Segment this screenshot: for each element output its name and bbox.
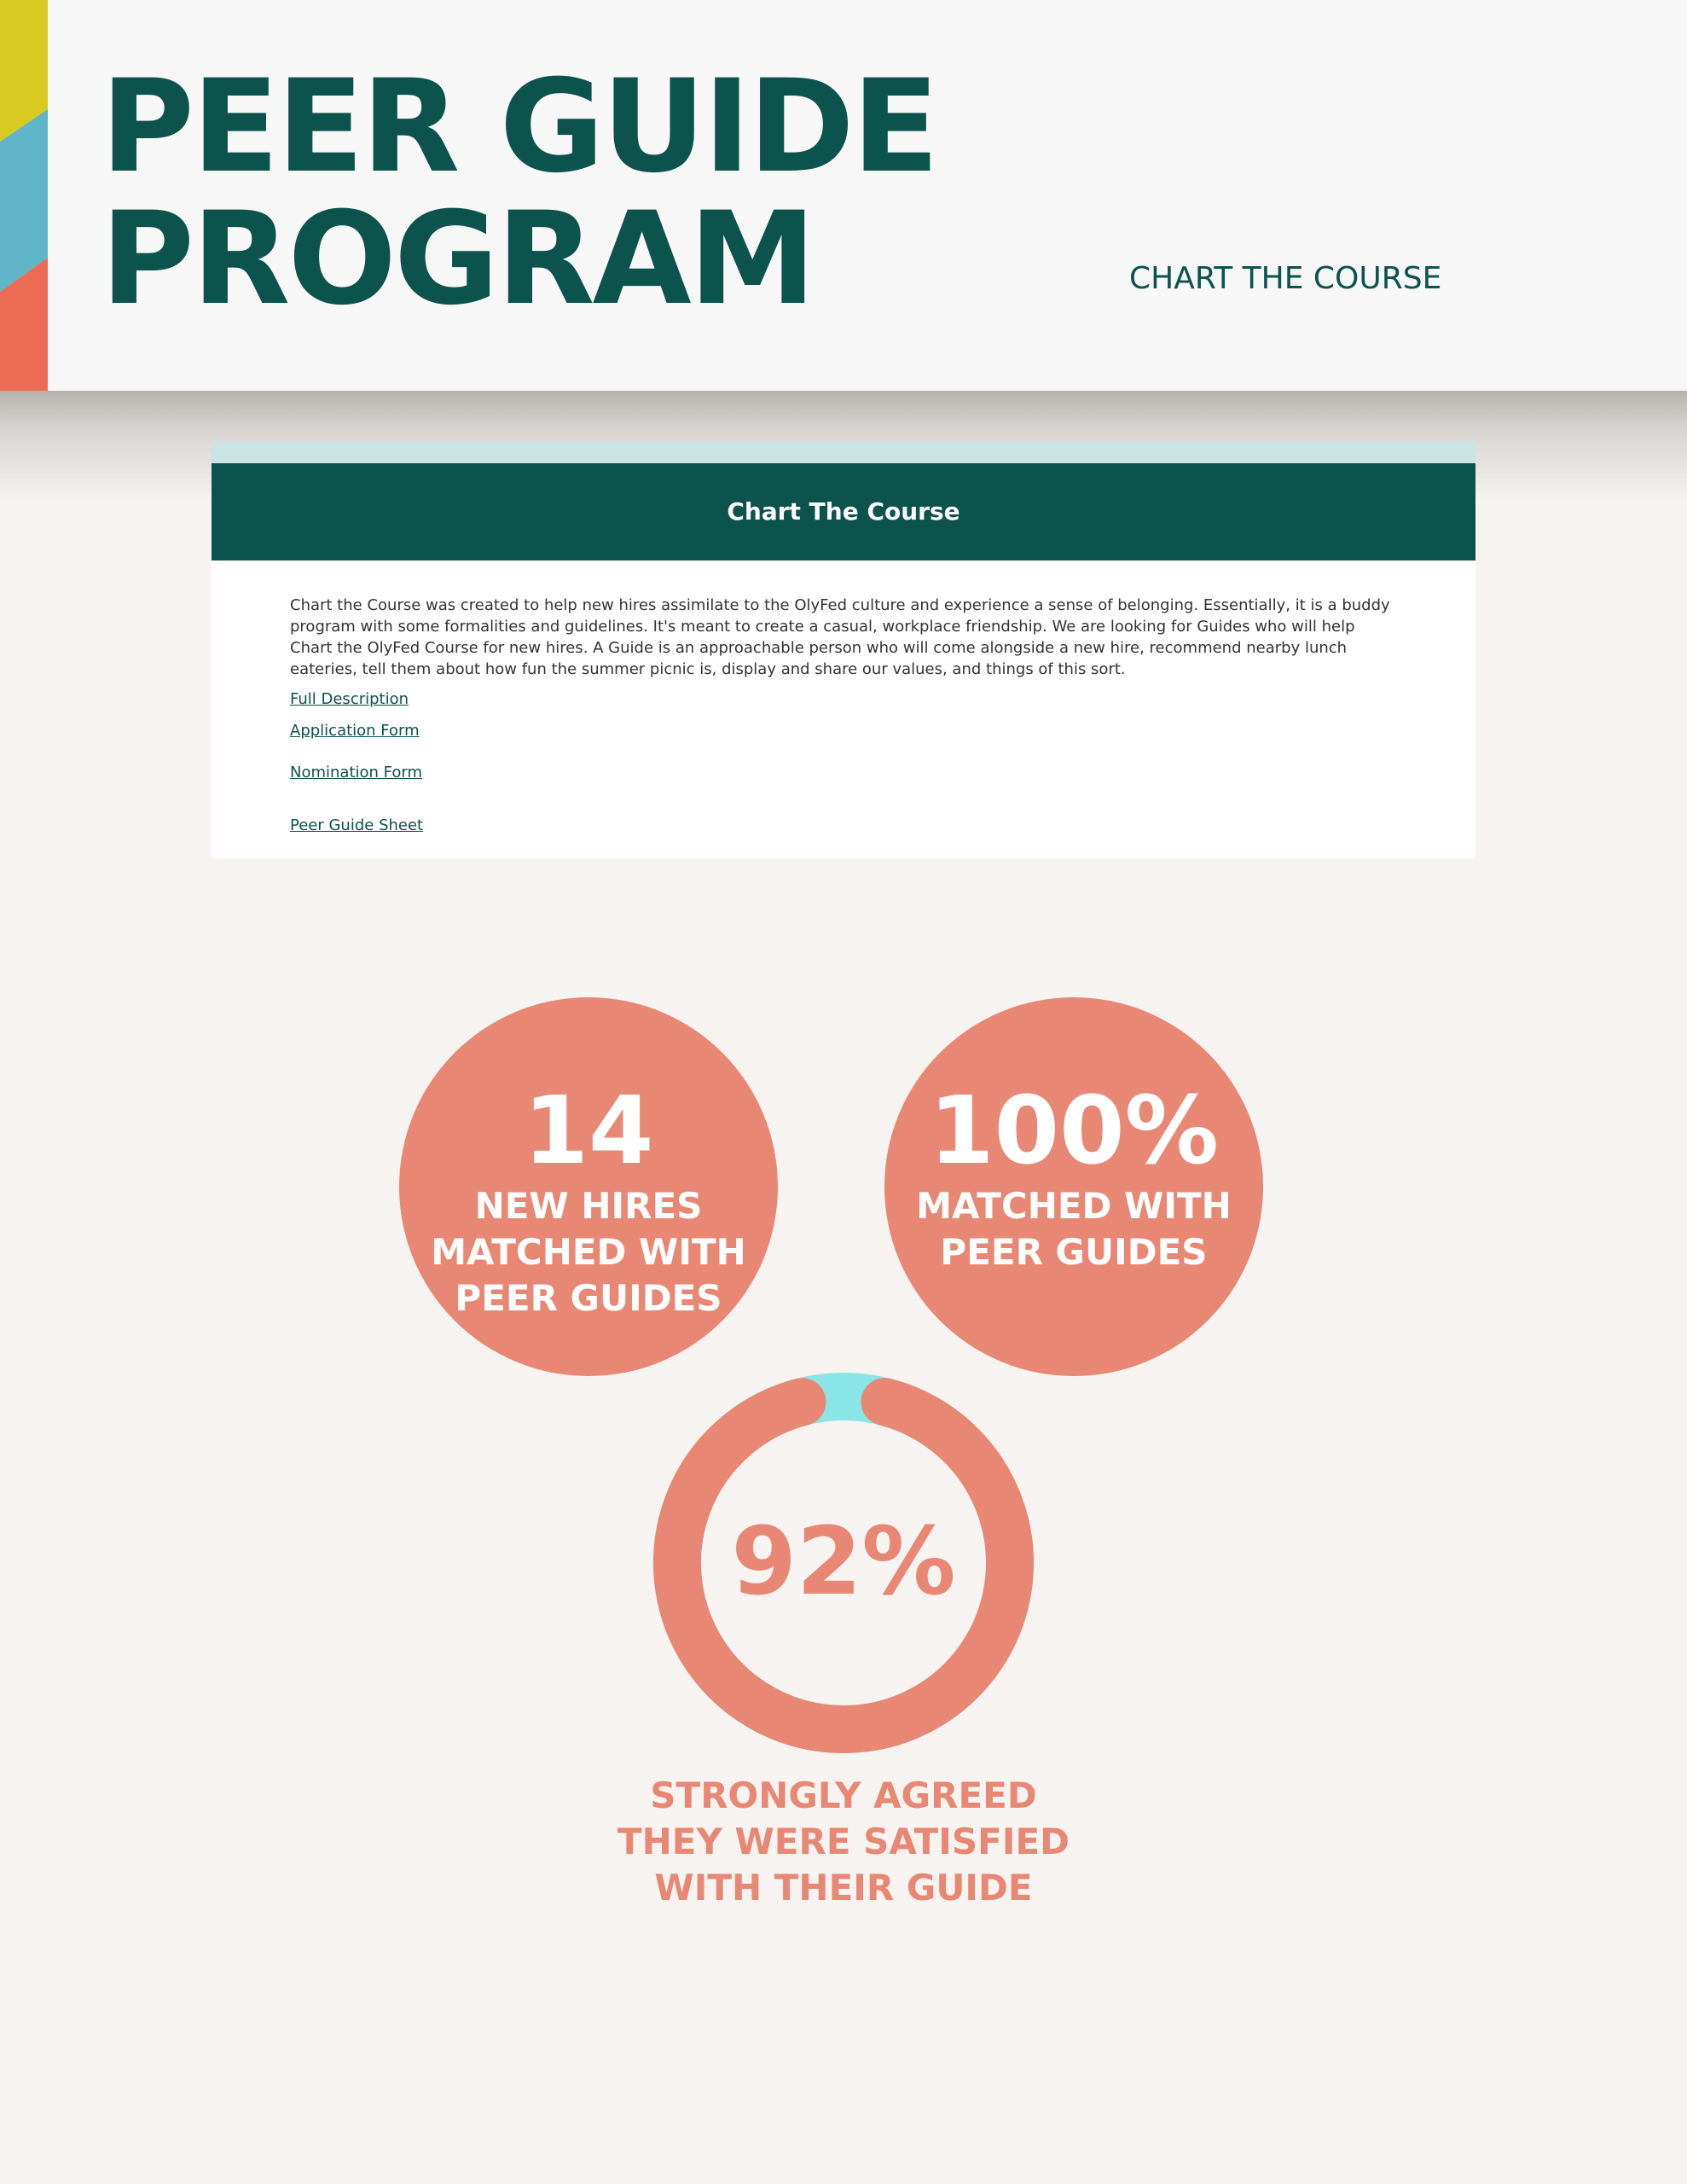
page-title: PEER GUIDE PROGRAM — [101, 53, 937, 334]
stat-circle-new-hires — [399, 997, 778, 1376]
card-heading: Chart The Course — [212, 463, 1475, 561]
page-subtitle: CHART THE COURSE — [1129, 261, 1442, 296]
card-description: Chart the Course was created to help new hires assimilate to the OlyFed culture and experience a sense of belonging. Essentially, it is a buddy program with some formalities and guidelines. It's meant to create a casual, workplace friendship. We are looking for Guides who will help Chart the OlyFed Course for new hires. A Guide is an approachable person who will come alongside a new hire, recommend nearby lunch eateries, tell them about how fun the summer picnic is, display and share our values, and things of this sort. — [290, 596, 1390, 678]
color-stripe — [0, 0, 48, 391]
info-card — [212, 441, 1475, 858]
stat-circle-matched — [884, 997, 1263, 1376]
stat-label: NEW HIRES MATCHED WITH PEER GUIDES — [431, 1185, 746, 1319]
card-accent-bar — [212, 441, 1475, 463]
donut-value: 92% — [731, 1507, 956, 1616]
application-form-link[interactable]: Application Form — [290, 722, 420, 740]
stat-value: 14 — [523, 1076, 654, 1185]
stat-value: 100% — [929, 1076, 1219, 1185]
nomination-form-link[interactable]: Nomination Form — [290, 764, 422, 781]
peer-guide-sheet-link[interactable]: Peer Guide Sheet — [290, 816, 424, 834]
header — [0, 0, 1687, 391]
full-description-link[interactable]: Full Description — [290, 690, 409, 708]
stat-label: MATCHED WITH PEER GUIDES — [916, 1185, 1232, 1273]
donut-label: STRONGLY AGREED THEY WERE SATISFIED WITH THEIR GUIDE — [617, 1774, 1070, 1908]
